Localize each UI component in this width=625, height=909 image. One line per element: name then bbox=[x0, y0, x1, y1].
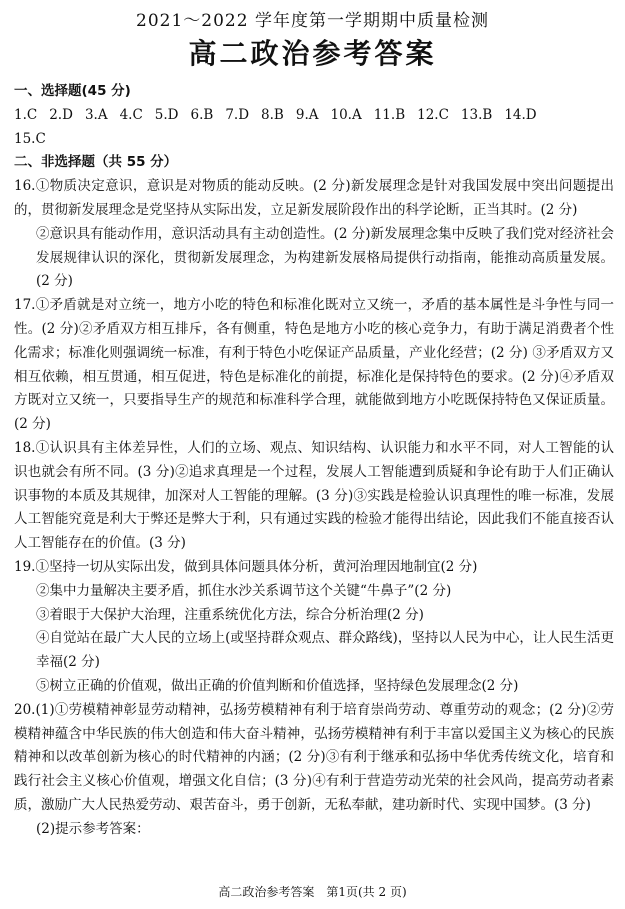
mc-answer: 5.D bbox=[154, 106, 179, 123]
exam-subtitle: 2021～2022 学年度第一学期期中质量检测 bbox=[136, 11, 489, 31]
mc-answer: 4.C bbox=[119, 106, 143, 123]
question-19-para-2: ②集中力量解决主要矛盾，抓住水沙关系调节这个关键“牛鼻子”(2 分) bbox=[36, 582, 452, 599]
mc-answer: 7.D bbox=[225, 106, 250, 123]
mc-answer: 1.C bbox=[14, 106, 38, 123]
mc-answer: 14.D bbox=[504, 106, 537, 123]
question-19-para-1: 19.①坚持一切从实际出发，做到具体问题具体分析，黄河治理因地制宜(2 分) bbox=[14, 558, 478, 575]
mc-answers-row-1 bbox=[14, 104, 614, 128]
section-1-heading: 一、选择题(45 分) bbox=[14, 83, 131, 99]
mc-answer: 10.A bbox=[330, 106, 362, 123]
mc-answer: 13.B bbox=[460, 106, 493, 123]
question-19-para-5: ⑤树立正确的价值观，做出正确的价值判断和价值选择，坚持绿色发展理念(2 分) bbox=[36, 677, 519, 694]
mc-answer: 9.A bbox=[295, 106, 319, 123]
question-18-para-1: 18.①认识具有主体差异性，人们的立场、观点、知识结构、认识能力和水平不同，对人工智能的认识也就会有所不同。(3 分)②追求真理是一个过程，发展人工智能遭到质疑和争论有助于人们正确认识事物的本质及其规律，加深对人工智能的理解。(3 分)③实践是检验认识真理性的唯一标准，发展人工智能究竟是利大于弊还是弊大于利，只有通过实践的检验才能得出结论，因此我们不能直接否认人工智能存在的价值。(3 分) bbox=[14, 439, 614, 552]
mc-answer: 2.D bbox=[49, 106, 73, 123]
question-19-para-4: ④自觉站在最广大人民的立场上(或坚持群众观点、群众路线)，坚持以人民为中心，让人民生活更幸福(2 分) bbox=[36, 630, 614, 671]
mc-answer: 3.A bbox=[84, 106, 108, 123]
question-20-para-1: 20.(1)①劳模精神彰显劳动精神，弘扬劳模精神有利于培育崇尚劳动、尊重劳动的观念；(2 分)②劳模精神蕴含中华民族的伟大创造和伟大奋斗精神，弘扬劳模精神有利于丰富以爱国主义为核心的民族精神和以改革创新为核心的时代精神的内涵；(2 分)③有利于继承和弘扬中华优秀传统文化，培育和践行社会主义核心价值观，增强文化自信；(3 分)④有利于营造劳动光荣的社会风尚，提高劳动者素质，激励广大人民热爱劳动、艰苦奋斗，勇于创新，无私奉献，建功新时代、实现中国梦。(3 分) bbox=[14, 701, 614, 813]
mc-answers-row-2 bbox=[14, 128, 614, 152]
question-20-para-2: (2)提示参考答案： bbox=[36, 820, 150, 837]
page-title: 高二政治参考答案 bbox=[188, 37, 437, 70]
mc-answer: 12.C bbox=[417, 106, 449, 123]
mc-answer: 15.C bbox=[14, 130, 46, 147]
question-17-para-1: 17.①矛盾就是对立统一，地方小吃的特色和标准化既对立又统一，矛盾的基本属性是斗争性与同一性。(2 分)②矛盾双方相互排斥，各有侧重，特色是地方小吃的核心竞争力，有助于满足消费者个性化需求；标准化则强调统一标准，有利于特色小吃保证产品质量，产业化经营；(2 分) ③矛盾双方又相互依赖，相互贯通，相互促进，特色是标准化的前提，标准化是保持特色的要求。(2 分)④矛盾双方既对立又统一，只要指导生产的规范和标准科学合理，就能做到地方小吃既保持特色又保证质量。(2 分) bbox=[14, 297, 614, 433]
answer-content bbox=[14, 80, 614, 842]
question-16-para-1: 16.①物质决定意识，意识是对物质的能动反映。(2 分)新发展理念是针对我国发展中突出问题提出的，贯彻新发展理念是党坚持从实际出发，立足新发展阶段作出的科学论断，正当其时。(2 分) bbox=[14, 178, 614, 218]
mc-answer: 8.B bbox=[261, 106, 284, 123]
question-19-para-3: ③着眼于大保护大治理，注重系统优化方法，综合分析治理(2 分) bbox=[36, 606, 424, 623]
section-2-heading: 二、非选择题（共 55 分） bbox=[14, 154, 178, 171]
question-16-para-2: ②意识具有能动作用，意识活动具有主动创造性。(2 分)新发展理念集中反映了我们党对经济社会发展规律认识的深化，贯彻新发展理念，为构建新发展格局提供行动指南，能推动高质量发展。(2 分) bbox=[36, 225, 614, 290]
mc-answer: 11.B bbox=[373, 106, 406, 123]
page-footer: 高二政治参考答案 第1页(共 2 页) bbox=[218, 885, 407, 899]
mc-answer: 6.B bbox=[190, 106, 214, 123]
